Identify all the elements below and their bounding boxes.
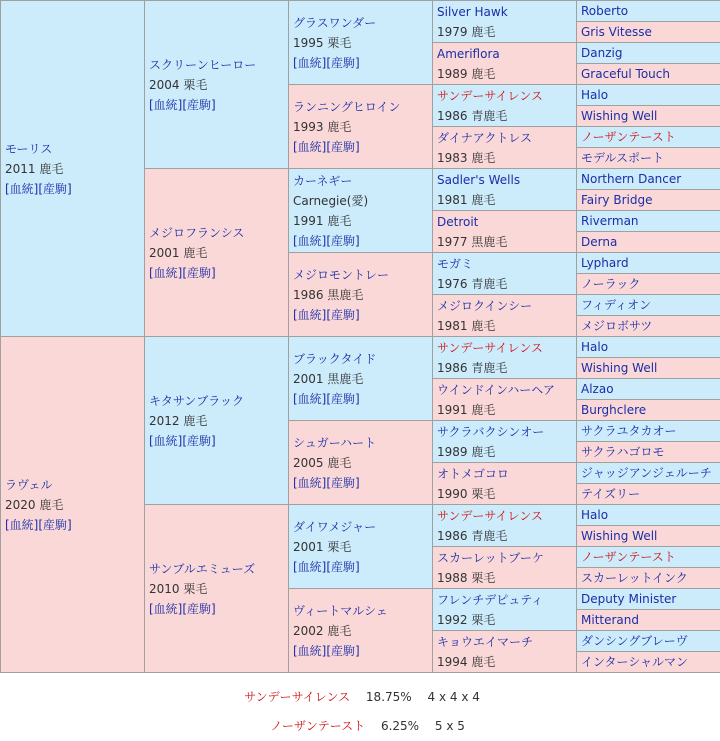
gen2-cell [145, 337, 289, 505]
gen5-cell [577, 22, 720, 43]
gen1-cell [1, 1, 145, 337]
gen5-cell [577, 463, 720, 484]
horse-name-link[interactable]: シュガーハート [293, 436, 376, 450]
gen5-cell [577, 85, 720, 106]
horse-info: 1991 鹿毛 [293, 214, 351, 228]
gen1-cell [1, 337, 145, 673]
horse-name-link[interactable]: スカーレットブーケ [437, 548, 576, 568]
horse-name-link[interactable]: テイズリー [581, 487, 640, 501]
gen2-cell [145, 505, 289, 673]
gen4-cell [433, 547, 577, 589]
horse-info: 1995 栗毛 [293, 36, 351, 50]
gen3-cell [289, 505, 433, 589]
horse-name-link[interactable]: Graceful Touch [581, 67, 670, 81]
horse-info: 1981 鹿毛 [437, 316, 576, 336]
horse-info: 1989 鹿毛 [437, 442, 576, 462]
horse-name-link[interactable]: モデルスポート [581, 151, 664, 165]
horse-name-link[interactable]: Silver Hawk [437, 2, 576, 22]
gen5-cell [577, 484, 720, 505]
gen5-cell [577, 295, 720, 316]
horse-info: 1993 鹿毛 [293, 120, 351, 134]
horse-name-link[interactable]: モーリス [5, 142, 52, 156]
gen4-cell [433, 127, 577, 169]
horse-foreign-name: Carnegie(愛) [293, 194, 368, 208]
horse-name-link[interactable]: Roberto [581, 4, 628, 18]
horse-name-link[interactable]: グラスワンダー [293, 16, 376, 30]
horse-name-link[interactable]: サンデーサイレンス [437, 86, 576, 106]
gen4-cell [433, 169, 577, 211]
pedigree-links[interactable]: [血統][産駒] [149, 434, 216, 448]
pedigree-links[interactable]: [血統][産駒] [149, 266, 216, 280]
gen5-cell [577, 148, 720, 169]
gen5-cell [577, 43, 720, 64]
horse-name-link[interactable]: Sadler's Wells [437, 170, 576, 190]
gen3-cell [289, 337, 433, 421]
horse-info: 1990 栗毛 [437, 484, 576, 504]
gen5-cell [577, 442, 720, 463]
horse-name-link[interactable]: ラヴェル [5, 478, 53, 492]
gen5-cell [577, 526, 720, 547]
horse-name-link[interactable]: ランニングヒロイン [293, 100, 400, 114]
gen4-cell [433, 505, 577, 547]
gen5-cell [577, 169, 720, 190]
horse-name-link[interactable]: メジロクインシー [437, 296, 576, 316]
gen5-cell [577, 358, 720, 379]
gen5-cell [577, 505, 720, 526]
gen3-cell [289, 1, 433, 85]
horse-name-link[interactable]: Danzig [581, 46, 622, 60]
horse-name-link[interactable]: ダイワメジャー [293, 520, 376, 534]
horse-info: 1983 鹿毛 [437, 148, 576, 168]
gen4-cell [433, 589, 577, 631]
horse-info: 1991 鹿毛 [437, 400, 576, 420]
gen5-cell [577, 337, 720, 358]
gen4-cell [433, 1, 577, 43]
horse-name-link[interactable]: サクラバクシンオー [437, 422, 576, 442]
gen5-cell [577, 190, 720, 211]
pedigree-links[interactable]: [血統][産駒] [293, 140, 360, 154]
horse-name-link[interactable]: スカーレットインク [581, 571, 688, 585]
gen5-cell [577, 64, 720, 85]
horse-info: 2001 鹿毛 [149, 246, 207, 260]
horse-name-link[interactable]: Halo [581, 508, 608, 522]
gen2-cell [145, 169, 289, 337]
horse-info: 1976 青鹿毛 [437, 274, 576, 294]
inbreeding-percent: 6.25% [381, 712, 419, 741]
gen5-cell [577, 274, 720, 295]
horse-info: 1986 青鹿毛 [437, 526, 576, 546]
inbreeding-cross: 5 x 5 [435, 712, 465, 741]
gen3-cell [289, 589, 433, 673]
horse-name-link[interactable]: キタサンブラック [149, 394, 244, 408]
pedigree-links[interactable]: [血統][産駒] [293, 234, 360, 248]
horse-name-link[interactable]: ノーラック [581, 277, 640, 291]
horse-info: 1986 黒鹿毛 [293, 288, 363, 302]
gen4-cell [433, 85, 577, 127]
horse-info: 1981 鹿毛 [437, 190, 576, 210]
horse-name-link[interactable]: Derna [581, 235, 617, 249]
horse-info: 2020 鹿毛 [5, 498, 63, 512]
horse-name-link[interactable]: Deputy Minister [581, 592, 676, 606]
horse-name-link[interactable]: ヴィートマルシェ [293, 604, 388, 618]
horse-name-link[interactable]: Wishing Well [581, 109, 657, 123]
horse-info: 1977 黒鹿毛 [437, 232, 576, 252]
horse-name-link[interactable]: Riverman [581, 214, 639, 228]
horse-info: 2012 鹿毛 [149, 414, 207, 428]
horse-info: 1986 青鹿毛 [437, 358, 576, 378]
gen4-cell [433, 253, 577, 295]
pedigree-links[interactable]: [血統][産駒] [293, 308, 360, 322]
horse-name-link[interactable]: ジャッジアンジェルーチ [581, 466, 712, 480]
horse-name-link[interactable]: ウインドインハーヘア [437, 380, 576, 400]
pedigree-links[interactable]: [血統][産駒] [293, 392, 360, 406]
horse-name-link[interactable]: ダイナアクトレス [437, 128, 576, 148]
horse-name-link[interactable]: オトメゴコロ [437, 464, 576, 484]
horse-info: 1989 鹿毛 [437, 64, 576, 84]
gen3-cell [289, 253, 433, 337]
horse-name-link[interactable]: Wishing Well [581, 361, 657, 375]
horse-name-link[interactable]: サクラハゴロモ [581, 445, 665, 459]
horse-info: 1979 鹿毛 [437, 22, 576, 42]
horse-name-link[interactable]: ブラックタイド [293, 352, 376, 366]
pedigree-links[interactable]: [血統][産駒] [149, 98, 216, 112]
pedigree-links[interactable]: [血統][産駒] [293, 56, 360, 70]
horse-name-link[interactable]: Alzao [581, 382, 614, 396]
gen5-cell [577, 568, 720, 589]
gen4-cell [433, 295, 577, 337]
gen5-cell [577, 316, 720, 337]
pedigree-links[interactable]: [血統][産駒] [293, 560, 360, 574]
horse-name-link[interactable]: Wishing Well [581, 529, 657, 543]
horse-name-link[interactable]: Detroit [437, 212, 576, 232]
gen5-cell [577, 589, 720, 610]
horse-name-link[interactable]: ダンシングブレーヴ [581, 634, 688, 648]
horse-name-link[interactable]: インターシャルマン [581, 655, 688, 669]
horse-name-link[interactable]: キョウエイマーチ [437, 632, 576, 652]
inbreeding-row [0, 683, 720, 712]
horse-name-link[interactable]: メジロフランシス [149, 226, 244, 240]
gen5-cell [577, 127, 720, 148]
gen5-cell [577, 610, 720, 631]
horse-name-link[interactable]: Burghclere [581, 403, 646, 417]
horse-info: 1992 栗毛 [437, 610, 576, 630]
horse-info: 2001 黒鹿毛 [293, 372, 363, 386]
gen5-cell [577, 547, 720, 568]
horse-name-link[interactable]: スクリーンヒーロー [149, 58, 256, 72]
gen5-cell [577, 1, 720, 22]
gen2-cell [145, 1, 289, 169]
horse-name-link[interactable]: Northern Dancer [581, 172, 681, 186]
horse-info: 2005 鹿毛 [293, 456, 351, 470]
inbreeding-horse-link[interactable]: サンデーサイレンス [240, 683, 350, 712]
gen5-cell [577, 232, 720, 253]
horse-info: 2011 鹿毛 [5, 162, 63, 176]
pedigree-links[interactable]: [血統][産駒] [149, 602, 216, 616]
gen5-cell [577, 211, 720, 232]
horse-name-link[interactable]: Fairy Bridge [581, 193, 652, 207]
pedigree-row [1, 337, 720, 358]
gen3-cell [289, 421, 433, 505]
inbreeding-cross: 4 x 4 x 4 [428, 683, 480, 712]
gen5-cell [577, 379, 720, 400]
gen5-cell [577, 421, 720, 442]
horse-name-link[interactable]: Halo [581, 340, 608, 354]
inbreeding-horse-link[interactable]: ノーザンテースト [255, 712, 365, 741]
gen5-cell [577, 253, 720, 274]
horse-name-link[interactable]: ノーザンテースト [581, 550, 676, 564]
pedigree-row [1, 1, 720, 22]
horse-info: 2004 栗毛 [149, 78, 207, 92]
horse-name-link[interactable]: サンブルエミューズ [149, 562, 255, 576]
gen3-cell [289, 169, 433, 253]
inbreeding-percent: 18.75% [366, 683, 412, 712]
gen4-cell [433, 631, 577, 673]
horse-info: 1988 栗毛 [437, 568, 576, 588]
inbreeding-summary [0, 683, 720, 741]
horse-name-link[interactable]: フィディオン [581, 298, 651, 312]
horse-info: 2002 鹿毛 [293, 624, 351, 638]
gen4-cell [433, 379, 577, 421]
horse-info: 2001 栗毛 [293, 540, 351, 554]
horse-info: 1994 鹿毛 [437, 652, 576, 672]
gen5-cell [577, 631, 720, 652]
horse-name-link[interactable]: モガミ [437, 254, 576, 274]
gen4-cell [433, 211, 577, 253]
horse-name-link[interactable]: サクラユタカオー [581, 424, 677, 438]
pedigree-links[interactable]: [血統][産駒] [293, 476, 360, 490]
pedigree-links[interactable]: [血統][産駒] [293, 644, 360, 658]
horse-name-link[interactable]: サンデーサイレンス [437, 506, 576, 526]
horse-name-link[interactable]: カーネギー [293, 174, 352, 188]
gen4-cell [433, 337, 577, 379]
gen4-cell [433, 463, 577, 505]
horse-name-link[interactable]: サンデーサイレンス [437, 338, 576, 358]
horse-name-link[interactable]: Lyphard [581, 256, 629, 270]
pedigree-links[interactable]: [血統][産駒] [5, 518, 72, 532]
horse-name-link[interactable]: Halo [581, 88, 608, 102]
horse-name-link[interactable]: メジロボサツ [581, 319, 652, 333]
horse-name-link[interactable]: Mitterand [581, 613, 639, 627]
horse-info: 2010 栗毛 [149, 582, 207, 596]
gen4-cell [433, 421, 577, 463]
gen5-cell [577, 652, 720, 673]
horse-name-link[interactable]: Gris Vitesse [581, 25, 652, 39]
horse-name-link[interactable]: フレンチデピュティ [437, 590, 576, 610]
horse-name-link[interactable]: メジロモントレー [293, 268, 389, 282]
horse-name-link[interactable]: ノーザンテースト [581, 130, 676, 144]
gen3-cell [289, 85, 433, 169]
horse-name-link[interactable]: Ameriflora [437, 44, 576, 64]
gen4-cell [433, 43, 577, 85]
gen5-cell [577, 106, 720, 127]
horse-info: 1986 青鹿毛 [437, 106, 576, 126]
gen5-cell [577, 400, 720, 421]
pedigree-links[interactable]: [血統][産駒] [5, 182, 72, 196]
